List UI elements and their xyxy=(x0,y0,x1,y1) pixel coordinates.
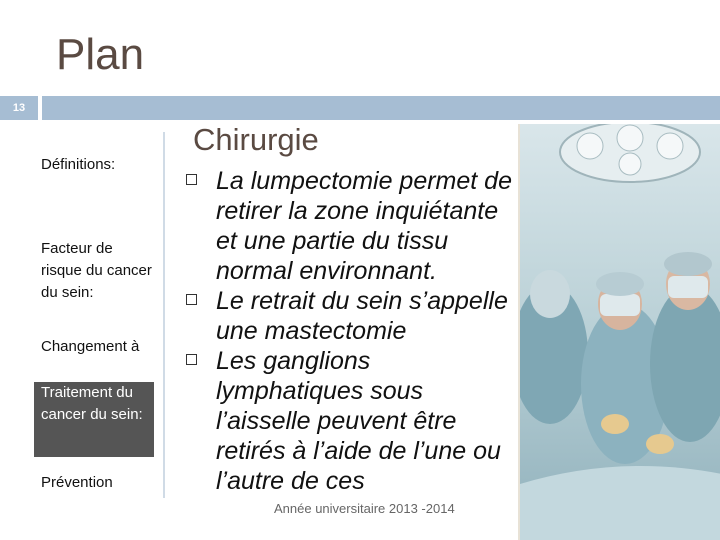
footer-text: Année universitaire 2013 -2014 xyxy=(274,501,455,516)
sidebar-item-prevention[interactable]: Prévention xyxy=(41,474,113,491)
sidebar-item-change[interactable]: Changement à xyxy=(41,338,140,355)
sidebar-item-treatment[interactable]: Traitement du cancer du sein: xyxy=(34,382,154,457)
section-heading: Chirurgie xyxy=(193,122,319,157)
slide-title: Plan xyxy=(56,30,145,79)
sidebar-item-definitions[interactable]: Définitions: xyxy=(41,156,116,173)
surgery-photo xyxy=(518,124,720,540)
bullet-item xyxy=(176,166,521,286)
square-bullet-icon xyxy=(186,174,197,185)
sidebar-nav xyxy=(34,132,154,498)
header-band xyxy=(42,96,720,120)
bullet-text: La lumpectomie permet de retirer la zone inquiétante et une partie du tissu normal environnant. xyxy=(216,167,512,285)
bullet-item xyxy=(176,286,521,346)
square-bullet-icon xyxy=(186,294,197,305)
divider xyxy=(163,132,165,498)
bullet-item xyxy=(176,346,521,496)
sidebar-item-risk-factors[interactable]: Facteur de risque du cancer du sein: xyxy=(41,240,152,301)
bullet-text: Les ganglions lymphatiques sous l’aisselle peuvent être retirés à l’aide de l’une ou l’autre de ces xyxy=(216,347,501,495)
slide-number: 13 xyxy=(0,96,38,120)
bullet-text: Le retrait du sein s’appelle une mastectomie xyxy=(216,287,508,345)
bullet-list xyxy=(176,166,521,540)
square-bullet-icon xyxy=(186,354,197,365)
